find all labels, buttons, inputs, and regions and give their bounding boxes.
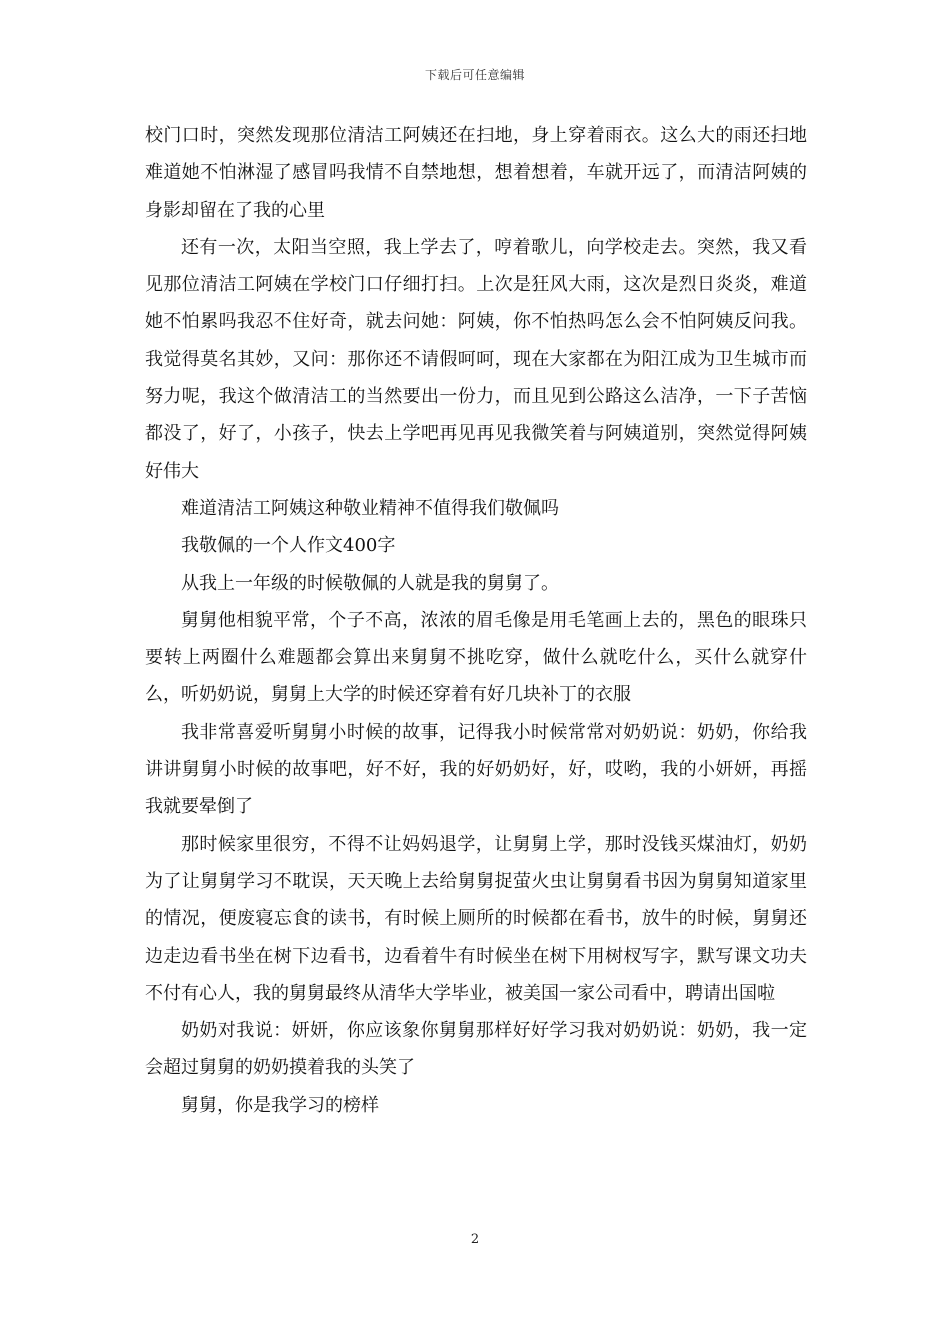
paragraph-3: 难道清洁工阿姨这种敬业精神不值得我们敬佩吗 [181,497,559,519]
paragraph-1: 校门口时，突然发现那位清洁工阿姨还在扫地，身上穿着雨衣。这么大的雨还扫地难道她不怕淋湿了感冒吗我情不自禁地想，想着想着，车就开远了，而清洁阿姨的身影却留在了我的心里 [145,125,807,221]
paragraph-7: 我非常喜爱听舅舅小时候的故事，记得我小时候常常对奶奶说：奶奶，你给我讲讲舅舅小时候的故事吧，好不好，我的好奶奶好，好，哎哟，我的小妍妍，再摇我就要晕倒了 [145,721,807,818]
essay-title: 我敬佩的一个人作文400字 [181,535,396,557]
paragraph-6: 舅舅他相貌平常，个子不高，浓浓的眉毛像是用毛笔画上去的，黑色的眼珠只要转上两圈什么难题都会算出来舅舅不挑吃穿，做什么就吃什么，买什么就穿什么，听奶奶说，舅舅上大学的时候还穿着有好几块补丁的衣服 [145,609,807,706]
paragraph-5: 从我上一年级的时候敬佩的人就是我的舅舅了。 [181,572,559,594]
page-number: 2 [470,1232,480,1247]
paragraph-8: 那时候家里很穷，不得不让妈妈退学，让舅舅上学，那时没钱买煤油灯，奶奶为了让舅舅学习不耽误，天天晚上去给舅舅捉萤火虫让舅舅看书因为舅舅知道家里的情况，便废寝忘食的读书，有时候上厕所的时候都在看书，放牛的时候，舅舅还边走边看书坐在树下边看书，边看着牛有时候坐在树下用树杈写字，默写课文功夫不付有心人，我的舅舅最终从清华大学毕业，被美国一家公司看中，聘请出国啦 [145,833,807,1004]
paragraph-2: 还有一次，太阳当空照，我上学去了，哼着歌儿，向学校走去。突然，我又看见那位清洁工阿姨在学校门口仔细打扫。上次是狂风大雨，这次是烈日炎炎，难道她不怕累吗我忍不住好奇，就去问她：阿姨，你不怕热吗怎么会不怕阿姨反问我。我觉得莫名其妙，又问：那你还不请假呵呵，现在大家都在为阳江成为卫生城市而努力呢，我这个做清洁工的当然要出一份力，而且见到公路这么洁净，一下子苦恼都没了，好了，小孩子，快去上学吧再见再见我微笑着与阿姨道别，突然觉得阿姨好伟大 [145,236,807,482]
paragraph-9: 奶奶对我说：妍妍，你应该象你舅舅那样好好学习我对奶奶说：奶奶，我一定会超过舅舅的奶奶摸着我的头笑了 [145,1020,807,1079]
page-header: 下载后可任意编辑 [424,68,525,82]
paragraph-10: 舅舅，你是我学习的榜样 [181,1094,379,1116]
document-body [145,117,807,1124]
